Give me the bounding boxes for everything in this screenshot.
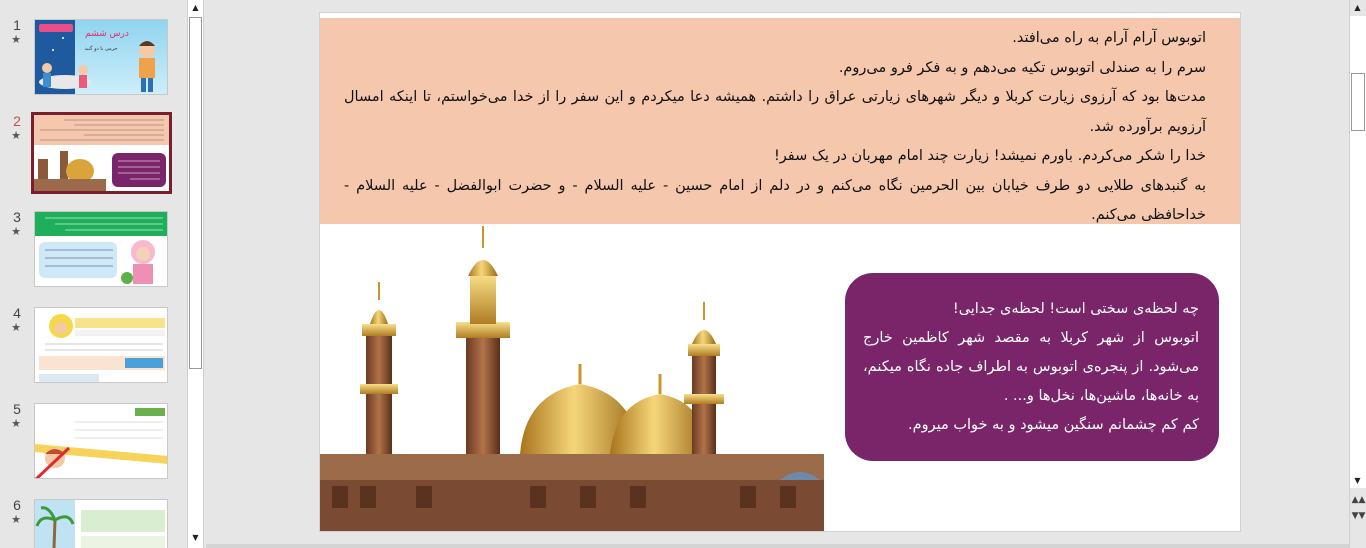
slide-number: 2 <box>13 113 21 129</box>
animation-star-icon: ★ <box>11 321 21 334</box>
slide-thumbnail-pane[interactable] <box>0 0 206 548</box>
thumbnail-image[interactable] <box>34 211 168 287</box>
scroll-down-arrow-icon[interactable]: ▼ <box>1354 476 1361 485</box>
narrative-paragraph: چه لحظه‌ی سختی است! لحظه‌ی جدایی! <box>952 301 1199 317</box>
thumbnail-image-selected[interactable] <box>31 112 172 194</box>
slide-2-preview <box>34 115 169 191</box>
main-scrollbar[interactable] <box>1349 0 1366 548</box>
slide-number: 6 <box>13 497 21 513</box>
slide-1-preview <box>35 20 168 95</box>
animation-star-icon: ★ <box>11 417 21 430</box>
thumbnail-image[interactable] <box>34 307 168 383</box>
thumbnail-image[interactable] <box>34 19 168 95</box>
thumbnail-image[interactable] <box>34 403 168 479</box>
thumbnail-slide-1[interactable] <box>0 17 180 97</box>
slide-5-preview <box>35 404 168 479</box>
scroll-up-arrow-icon[interactable]: ▲ <box>192 3 199 12</box>
thumb-subtitle: حرمی با دو گنبد <box>84 46 118 52</box>
slide-number: 4 <box>13 305 21 321</box>
thumbnail-scrollbar[interactable] <box>187 0 204 548</box>
animation-star-icon: ★ <box>11 513 21 526</box>
story-paragraph: مدت‌ها بود که آرزوی زیارت کربلا و دیگر شهرهای زیارتی عراق را داشتم. همیشه دعا میکردم و این سفر را از خدا می‌خواستم، تا اینکه امسال آرزویم برآورده شد. <box>344 89 1206 135</box>
thumb-title: درس ششم <box>85 29 129 39</box>
scrollbar-thumb[interactable] <box>1351 73 1365 131</box>
narrative-box[interactable] <box>845 273 1219 461</box>
story-paragraph: اتوبوس آرام آرام به راه می‌افتد. <box>1012 30 1206 46</box>
slide-6-preview <box>35 500 168 548</box>
slide-3-preview <box>35 212 168 287</box>
thumbnail-slide-6[interactable] <box>0 497 180 548</box>
slide-4-preview <box>35 308 168 383</box>
shrine-image[interactable] <box>320 224 824 532</box>
slide-canvas[interactable] <box>319 12 1241 532</box>
slide-number: 3 <box>13 209 21 225</box>
thumbnail-image[interactable] <box>34 499 168 548</box>
narrative-paragraph: اتوبوس از شهر کربلا به مقصد شهر کاظمین خارج می‌شود. از پنجره‌ی اتوبوس به اطراف جاده نگاه میکنم، به خانه‌ها، ماشین‌ها، نخل‌ها و... . <box>863 330 1199 404</box>
scrollbar-thumb[interactable] <box>189 17 202 369</box>
scroll-up-arrow-icon[interactable]: ▲ <box>1354 3 1361 12</box>
slide-number: 5 <box>13 401 21 417</box>
story-text[interactable] <box>344 24 1206 231</box>
previous-slide-icon[interactable]: ▲▲ <box>1351 495 1366 505</box>
story-paragraph: خدا را شکر می‌کردم. باورم نمیشد! زیارت چند امام مهربان در یک سفر! <box>773 148 1206 164</box>
thumbnail-slide-3[interactable] <box>0 209 180 289</box>
narrative-paragraph: کم کم چشمانم سنگین میشود و به خواب میروم. <box>907 417 1199 433</box>
slide-number: 1 <box>13 17 21 33</box>
thumbnail-slide-5[interactable] <box>0 401 180 481</box>
story-paragraph: به گنبدهای طلایی دو طرف خیابان بین الحرمین نگاه می‌کنم و در دلم از امام حسین - علیه السلام - و حضرت ابوالفضل - علیه السلام - خداحافظی می‌کنم. <box>344 177 1206 223</box>
animation-star-icon: ★ <box>11 129 21 142</box>
bottom-divider <box>206 544 1349 548</box>
story-text-band <box>320 18 1240 224</box>
thumbnail-slide-2[interactable] <box>0 113 180 193</box>
animation-star-icon: ★ <box>11 33 21 46</box>
next-slide-icon[interactable]: ▼▼ <box>1351 511 1366 521</box>
animation-star-icon: ★ <box>11 225 21 238</box>
narrative-text[interactable] <box>863 295 1199 440</box>
thumbnail-slide-4[interactable] <box>0 305 180 385</box>
story-paragraph: سرم را به صندلی اتوبوس تکیه می‌دهم و به فکر فرو می‌روم. <box>838 59 1206 76</box>
scroll-down-arrow-icon[interactable]: ▼ <box>192 533 199 542</box>
